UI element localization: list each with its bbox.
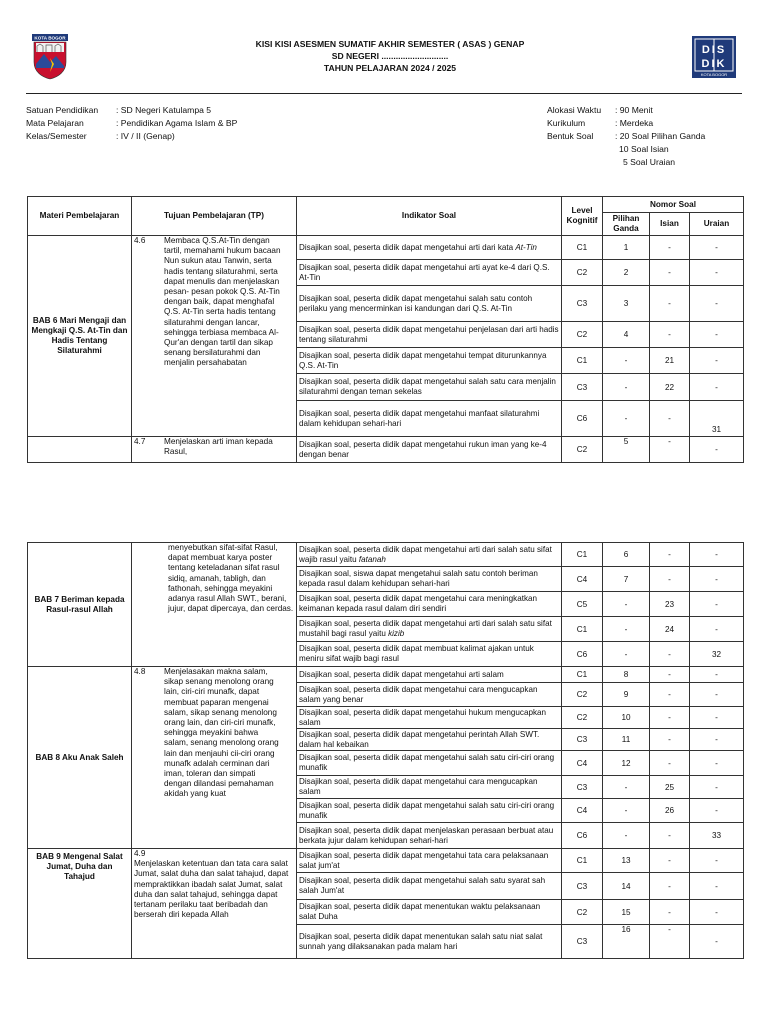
level-cell: C2 [562,683,603,707]
header-level: Level Kognitif [562,197,603,236]
uraian-cell: 31 [690,401,744,437]
kota-bogor-logo-text: KOTA BOGOR [34,35,66,41]
uraian-cell: - [690,592,744,617]
pg-cell: 15 [603,900,650,925]
uraian-cell: - [690,667,744,683]
materi-bab-9: BAB 9 Mengenal Salat Jumat, Duha dan Tahajud [28,849,132,959]
materi-bab-7: BAB 7 Beriman kepada Rasul-rasul Allah [28,543,132,667]
indikator-cell: Disajikan soal, peserta didik dapat menentukan waktu pelaksanaan salat Duha [297,900,562,925]
isian-cell: - [650,729,690,751]
pg-cell: - [603,374,650,401]
info-kurikulum: Kurikulum : Merdeka [547,118,654,128]
tp-4-7-lanjutan: menyebutkan sifat-sifat Rasul, dapat membuat karya poster tentang keteladanan sifat rasul sidiq, amanah, tabligh, dan fathonah, sehingga meyakini adanya rasul Allah SWT., berani, jujur, dapat dipercaya, dan cerdas. [132,543,297,667]
pg-cell: 11 [603,729,650,751]
indikator-cell: Disajikan soal, peserta didik dapat mengetahui salah satu cara menjalin silaturahmi dengan teman sekelas [297,374,562,401]
level-cell: C3 [562,873,603,900]
level-cell: C1 [562,236,603,260]
disdik-logo-caption: KOTA BOGOR [700,72,728,77]
isian-cell: - [650,236,690,260]
info-alokasi-waktu: Alokasi Waktu : 90 Menit [547,105,653,115]
table-row [28,543,744,567]
isian-cell: - [650,849,690,873]
isian-cell: - [650,286,690,322]
uraian-cell: - [690,236,744,260]
pg-cell: 6 [603,543,650,567]
indikator-cell: Disajikan soal, peserta didik dapat mengetahui arti dari kata At-Tin [297,236,562,260]
disdik-logo [692,36,736,78]
uraian-cell: - [690,873,744,900]
header-nomor-soal: Nomor Soal [603,197,744,213]
pg-cell: - [603,401,650,437]
info-right [547,104,747,169]
tp-4-6: 4.6 Membaca Q.S.At-Tin dengan tartil, memahami hukum bacaan Nun sukun atau Tanwin, serta hadis tentang silaturahmi, serta dapat menulis dan menjelaskan pesan- pesan pokok Q.S. At-Tin dengan baik, dapat menghafal Q.S. At-Tin serta hadis tentang silaturahmi dengan lancar, sehingga terbiasa membaca Al-Qur'an dengan tartil dan sikap senang bersilaturahmi dan menjalin persahabatan [132,236,297,437]
indikator-cell: Disajikan soal, peserta didik dapat menjelaskan perasaan berbuat atau berkata jujur dalam kehidupan sehari-hari [297,823,562,849]
pg-cell: 16 [603,925,650,959]
materi-empty [28,437,132,463]
pg-cell: 12 [603,751,650,776]
level-cell: C2 [562,900,603,925]
indikator-cell: Disajikan soal, peserta didik dapat mengetahui cara meningkatkan keimanan kepada rasul dalam diri sendiri [297,592,562,617]
tp-4-8: 4.8 Menjelasakan makna salam, sikap senang menolong orang lain, ciri-ciri munafk, dapat membuat paparan mengenai salam, sikap senang menolong orang lain, dan ciri-ciri munafk, sehingga meyakini bahwa salam, senang menolong orang lain dan menjauhi cii-ciri orang munafk adalah cerminan dari iman, toleran dan simpati dengan dilandasi pemahaman akidah yang kuat [132,667,297,849]
table-row [28,437,744,463]
level-cell: C6 [562,401,603,437]
uraian-cell: - [690,729,744,751]
indikator-cell: Disajikan soal, peserta didik dapat mengetahui tempat diturunkannya Q.S. At-Tin [297,348,562,374]
header-uraian: Uraian [690,213,744,236]
level-cell: C6 [562,642,603,667]
header-isian: Isian [650,213,690,236]
indikator-cell: Disajikan soal, peserta didik dapat mengetahui salah satu ciri-ciri orang munafik [297,751,562,776]
uraian-cell: - [690,374,744,401]
level-cell: C1 [562,667,603,683]
level-cell: C1 [562,543,603,567]
document-title [180,38,600,74]
kisi-kisi-table-1 [27,196,744,463]
pg-cell: - [603,642,650,667]
tp-4-7: 4.7 Menjelaskan arti iman kepada Rasul, [132,437,297,463]
uraian-cell: - [690,322,744,348]
indikator-cell: Disajikan soal, peserta didik dapat mengetahui manfaat silaturahmi dalam kehidupan sehari-hari [297,401,562,437]
table-row [28,849,744,873]
pg-cell: 13 [603,849,650,873]
kota-bogor-logo [30,34,70,80]
info-bentuk-soal-isian: 10 Soal Isian [619,144,669,154]
pg-cell: - [603,348,650,374]
header-tp: Tujuan Pembelajaran (TP) [132,197,297,236]
isian-cell: - [650,900,690,925]
info-bentuk-soal-uraian: 5 Soal Uraian [623,157,676,167]
materi-bab-8: BAB 8 Aku Anak Saleh [28,667,132,849]
info-bentuk-soal: Bentuk Soal : 20 Soal Pilihan Ganda [547,131,706,141]
isian-cell: 22 [650,374,690,401]
level-cell: C3 [562,925,603,959]
disdik-logo-bottom-text: DIK [701,58,727,70]
isian-cell: - [650,925,690,959]
indikator-cell: Disajikan soal, peserta didik dapat mengetahui arti dari salah satu sifat mustahil bagi rasul yaitu kizib [297,617,562,642]
indikator-cell: Disajikan soal, siswa dapat mengetahui salah satu contoh beriman kepada rasul dalam kehidupan sehari-hari [297,567,562,592]
isian-cell: 26 [650,799,690,823]
level-cell: C1 [562,348,603,374]
uraian-cell: - [690,707,744,729]
indikator-cell: Disajikan soal, peserta didik dapat mengetahui salah satu syarat sah salah Jum'at [297,873,562,900]
title-line-2: SD NEGERI ............................ [331,51,449,61]
tp-4-9: 4.9 Menjelaskan ketentuan dan tata cara salat Jumat, salat duha dan salat tahajud, dapat mempraktikkan ibadah salat Jumat, salat duha dan salat tahajud, sehingga dapat tertanam perilaku taat beribadah dan berserah diri kepada Allah [132,849,297,959]
header-indikator: Indikator Soal [297,197,562,236]
isian-cell: - [650,823,690,849]
kisi-kisi-table-2 [27,542,744,959]
level-cell: C3 [562,286,603,322]
isian-cell: - [650,437,690,463]
pg-cell: - [603,799,650,823]
uraian-cell: - [690,260,744,286]
pg-cell: 7 [603,567,650,592]
pg-cell: 8 [603,667,650,683]
uraian-cell: - [690,437,744,463]
isian-cell: 21 [650,348,690,374]
pg-cell: 1 [603,236,650,260]
level-cell: C4 [562,567,603,592]
uraian-cell: - [690,617,744,642]
uraian-cell: - [690,849,744,873]
level-cell: C1 [562,849,603,873]
info-left [26,104,326,143]
indikator-cell: Disajikan soal, peserta didik dapat mengetahui tata cara pelaksanaan salat jum'at [297,849,562,873]
indikator-cell: Disajikan soal, peserta didik dapat mengetahui salah satu ciri-ciri orang munafik [297,799,562,823]
header-pilihan-ganda: Pilihan Ganda [603,213,650,236]
uraian-cell: 32 [690,642,744,667]
isian-cell: - [650,322,690,348]
uraian-cell: - [690,751,744,776]
indikator-cell: Disajikan soal, peserta didik dapat mengetahui penjelasan dari arti hadis tentang silaturahmi [297,322,562,348]
isian-cell: - [650,751,690,776]
level-cell: C3 [562,729,603,751]
uraian-cell: - [690,799,744,823]
indikator-cell: Disajikan soal, peserta didik dapat menentukan salah satu niat salat sunnah yang dilaksanakan pada malam hari [297,925,562,959]
info-kelas-semester: Kelas/Semester : IV / II (Genap) [26,131,175,141]
isian-cell: - [650,667,690,683]
indikator-cell: Disajikan soal, peserta didik dapat mengetahui rukun iman yang ke-4 dengan benar [297,437,562,463]
uraian-cell: - [690,286,744,322]
pg-cell: - [603,776,650,799]
level-cell: C5 [562,592,603,617]
indikator-cell: Disajikan soal, peserta didik dapat mengetahui cara mengucapkan salam yang benar [297,683,562,707]
table-row [28,236,744,260]
pg-cell: - [603,617,650,642]
materi-bab-6: BAB 6 Mari Mengaji dan Mengkaji Q.S. At-Tin dan Hadis Tentang Silaturahmi [28,236,132,437]
info-mata-pelajaran: Mata Pelajaran : Pendidikan Agama Islam & BP [26,118,238,128]
isian-cell: 23 [650,592,690,617]
pg-cell: - [603,592,650,617]
isian-cell: - [650,401,690,437]
isian-cell: - [650,260,690,286]
header-materi: Materi Pembelajaran [28,197,132,236]
uraian-cell: 33 [690,823,744,849]
title-line-1: KISI KISI ASESMEN SUMATIF AKHIR SEMESTER ( ASAS ) GENAP [255,39,525,49]
pg-cell: 3 [603,286,650,322]
isian-cell: - [650,683,690,707]
isian-cell: 24 [650,617,690,642]
table-row [28,667,744,683]
level-cell: C2 [562,707,603,729]
indikator-cell: Disajikan soal, peserta didik dapat mengetahui arti salam [297,667,562,683]
level-cell: C4 [562,751,603,776]
table-header-row [28,197,744,213]
level-cell: C3 [562,776,603,799]
indikator-cell: Disajikan soal, peserta didik dapat mengetahui salah satu contoh perilaku yang mencerminkan isi kandungan dari Q.S. At-Tin [297,286,562,322]
level-cell: C3 [562,374,603,401]
isian-cell: - [650,642,690,667]
uraian-cell: - [690,683,744,707]
indikator-cell: Disajikan soal, peserta didik dapat mengetahui perintah Allah SWT. dalam hal kebaikan [297,729,562,751]
level-cell: C2 [562,437,603,463]
pg-cell: 4 [603,322,650,348]
uraian-cell: - [690,900,744,925]
level-cell: C2 [562,322,603,348]
indikator-cell: Disajikan soal, peserta didik dapat mengetahui arti dari salah satu sifat wajib rasul yaitu fatanah [297,543,562,567]
isian-cell: - [650,707,690,729]
uraian-cell: - [690,776,744,799]
header-divider [26,93,742,94]
indikator-cell: Disajikan soal, peserta didik dapat mengetahui cara mengucapkan salam [297,776,562,799]
level-cell: C4 [562,799,603,823]
indikator-cell: Disajikan soal, peserta didik dapat mengetahui arti ayat ke-4 dari Q.S. At-Tin [297,260,562,286]
title-line-3: TAHUN PELAJARAN 2024 / 2025 [323,63,457,73]
pg-cell: 5 [603,437,650,463]
level-cell: C1 [562,617,603,642]
isian-cell: 25 [650,776,690,799]
uraian-cell: - [690,567,744,592]
info-satuan-pendidikan: Satuan Pendidikan : SD Negeri Katulampa 5 [26,105,212,115]
indikator-cell: Disajikan soal, peserta didik dapat mengetahui hukum mengucapkan salam [297,707,562,729]
level-cell: C2 [562,260,603,286]
pg-cell: 9 [603,683,650,707]
indikator-cell: Disajikan soal, peserta didik dapat membuat kalimat ajakan untuk meniru sifat wajib bagi rasul [297,642,562,667]
pg-cell: 14 [603,873,650,900]
uraian-cell: - [690,925,744,959]
pg-cell: 2 [603,260,650,286]
uraian-cell: - [690,348,744,374]
isian-cell: - [650,543,690,567]
level-cell: C6 [562,823,603,849]
isian-cell: - [650,567,690,592]
disdik-logo-top-text: DIS [701,44,727,56]
isian-cell: - [650,873,690,900]
uraian-cell: - [690,543,744,567]
pg-cell: 10 [603,707,650,729]
pg-cell: - [603,823,650,849]
